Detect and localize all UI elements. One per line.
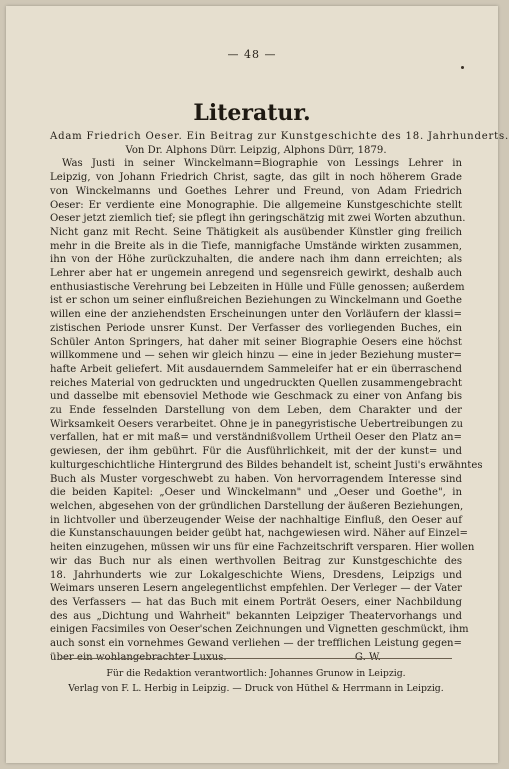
text-line: verfallen, hat er mit maß= und verständnißvollem Urtheil Oeser den Platz an= (50, 432, 462, 444)
text-line: reiches Material von gedruckten und ungedruckten Quellen zusammengebracht (50, 377, 462, 389)
page-number: — 48 — (227, 48, 277, 61)
text-line: die Kunstanschauungen beider geübt hat, nachgewiesen wird. Näher auf Einzel= (50, 528, 469, 540)
text-line: Was Justi in seiner Winckelmann=Biographie von Lessings Lehrer in (62, 158, 462, 170)
text-line: willen eine der anziehendsten Erscheinungen unter den Vorläufern der klassi= (50, 309, 462, 321)
text-line: enthusiastische Verehrung bei Lebzeiten in Hülle und Fülle genossen; außerdem (50, 281, 465, 293)
text-line: ihn von der Höhe zurückzuhalten, die andere nach ihm dann erreichten; als (50, 254, 462, 266)
text-line: des aus „Dichtung und Wahrheit" bekannten Leipziger Theatervorhangs und (50, 610, 462, 622)
text-line: heiten einzugehen, müssen wir uns für eine Fachzeitschrift versparen. Hier wollen (50, 542, 475, 554)
text-line: zistischen Periode unsrer Kunst. Der Verfasser des vorliegenden Buches, ein (50, 322, 462, 334)
text-line: wir das Buch nur als einen werthvollen Beitrag zur Kunstgeschichte des (50, 555, 462, 567)
text-line: und dasselbe mit ebensoviel Methode wie Geschmack zu einer von Anfang bis (50, 391, 462, 403)
editor-line: Für die Redaktion verantwortlich: Johannes Grunow in Leipzig. (106, 668, 406, 679)
text-line: des Verfassers — hat das Buch mit einem Porträt Oesers, einer Nachbildung (50, 596, 462, 608)
article-body (50, 130, 509, 664)
text-line: in lichtvoller und überzeugender Weise der nachhaltige Einfluß, den Oeser auf (50, 514, 462, 526)
footer-rule (60, 658, 452, 659)
text-line: welchen, abgesehen von der gründlichen Darstellung der äußeren Beziehungen, (50, 500, 464, 512)
citation-line: Von Dr. Alphons Dürr. Leipzig, Alphons Dürr, 1879. (125, 144, 387, 156)
text-line: gewiesen, der ihm gebührt. Für die Ausführlichkeit, mit der der kunst= und (50, 446, 462, 458)
publisher-line: Verlag von F. L. Herbig in Leipzig. — Druck von Hüthel & Herrmann in Leipzig. (68, 683, 444, 694)
text-line: Buch als Muster vorgeschwebt zu haben. Von hervorragendem Interesse sind (50, 473, 462, 485)
text-line: Nicht ganz mit Recht. Seine Thätigkeit als ausübender Künstler ging freilich (50, 226, 462, 238)
text-line: Oeser: Er verdiente eine Monographie. Die allgemeine Kunstgeschichte stellt (50, 199, 462, 211)
text-line: Schüler Anton Springers, hat daher mit seiner Biographie Oesers eine höchst (50, 336, 462, 348)
text-line: Lehrer aber hat er ungemein anregend und segensreich gewirkt, deshalb auch (50, 268, 462, 280)
section-heading: Literatur. (193, 100, 311, 126)
text-line: ist er schon um seiner einflußreichen Beziehungen zu Winckelmann und Goethe (50, 295, 462, 307)
text-line: Weimars unseren Lesern angelegentlichst empfehlen. Der Verleger — der Vater (50, 583, 462, 595)
text-line: zu Ende fesselnden Darstellung von dem Leben, dem Charakter und der (50, 405, 462, 417)
text-line: Oeser jetzt ziemlich tief; sie pflegt ihn geringschätzig mit zwei Worten abzuthun. (50, 213, 466, 225)
page (6, 6, 509, 763)
text-line: Leipzig, von Johann Friedrich Christ, sagte, das gilt in noch höherem Grade (50, 172, 462, 184)
text-line: 18. Jahrhunderts wie zur Lokalgeschichte Wiens, Dresdens, Leipzigs und (50, 569, 462, 581)
text-line: kulturgeschichtliche Hintergrund des Bildes behandelt ist, scheint Justi's erwähntes (50, 459, 483, 471)
text-line: Wirksamkeit Oesers verarbeitet. Ohne je in panegyristische Uebertreibungen zu (50, 418, 463, 430)
citation-line: Adam Friedrich Oeser. Ein Beitrag zur Kunstgeschichte des 18. Jahrhunderts. (50, 131, 509, 142)
text-line: die beiden Kapitel: „Oeser und Winckelmann" und „Oeser und Goethe", in (50, 487, 462, 499)
text-line: hafte Arbeit geliefert. Mit ausdauerndem Sammeleifer hat er ein überraschend (50, 363, 462, 375)
ink-dot (461, 66, 464, 69)
text-line: auch sonst ein vornehmes Gewand verliehen — der trefflichen Leistung gegen= (50, 638, 462, 650)
imprint (50, 666, 462, 696)
text-line: von Winckelmanns und Goethes Lehrer und Freund, von Adam Friedrich (50, 185, 462, 197)
text-line: über ein wohlangebrachter Luxus. G. W. (50, 651, 381, 663)
text-line: willkommene und — sehen wir gleich hinzu — eine in jeder Beziehung muster= (50, 350, 462, 362)
text-line: einigen Facsimiles von Oeser'schen Zeichnungen und Vignetten geschmückt, ihm (50, 624, 469, 636)
text-line: mehr in die Breite als in die Tiefe, mannigfache Umstände wirkten zusammen, (50, 240, 462, 252)
